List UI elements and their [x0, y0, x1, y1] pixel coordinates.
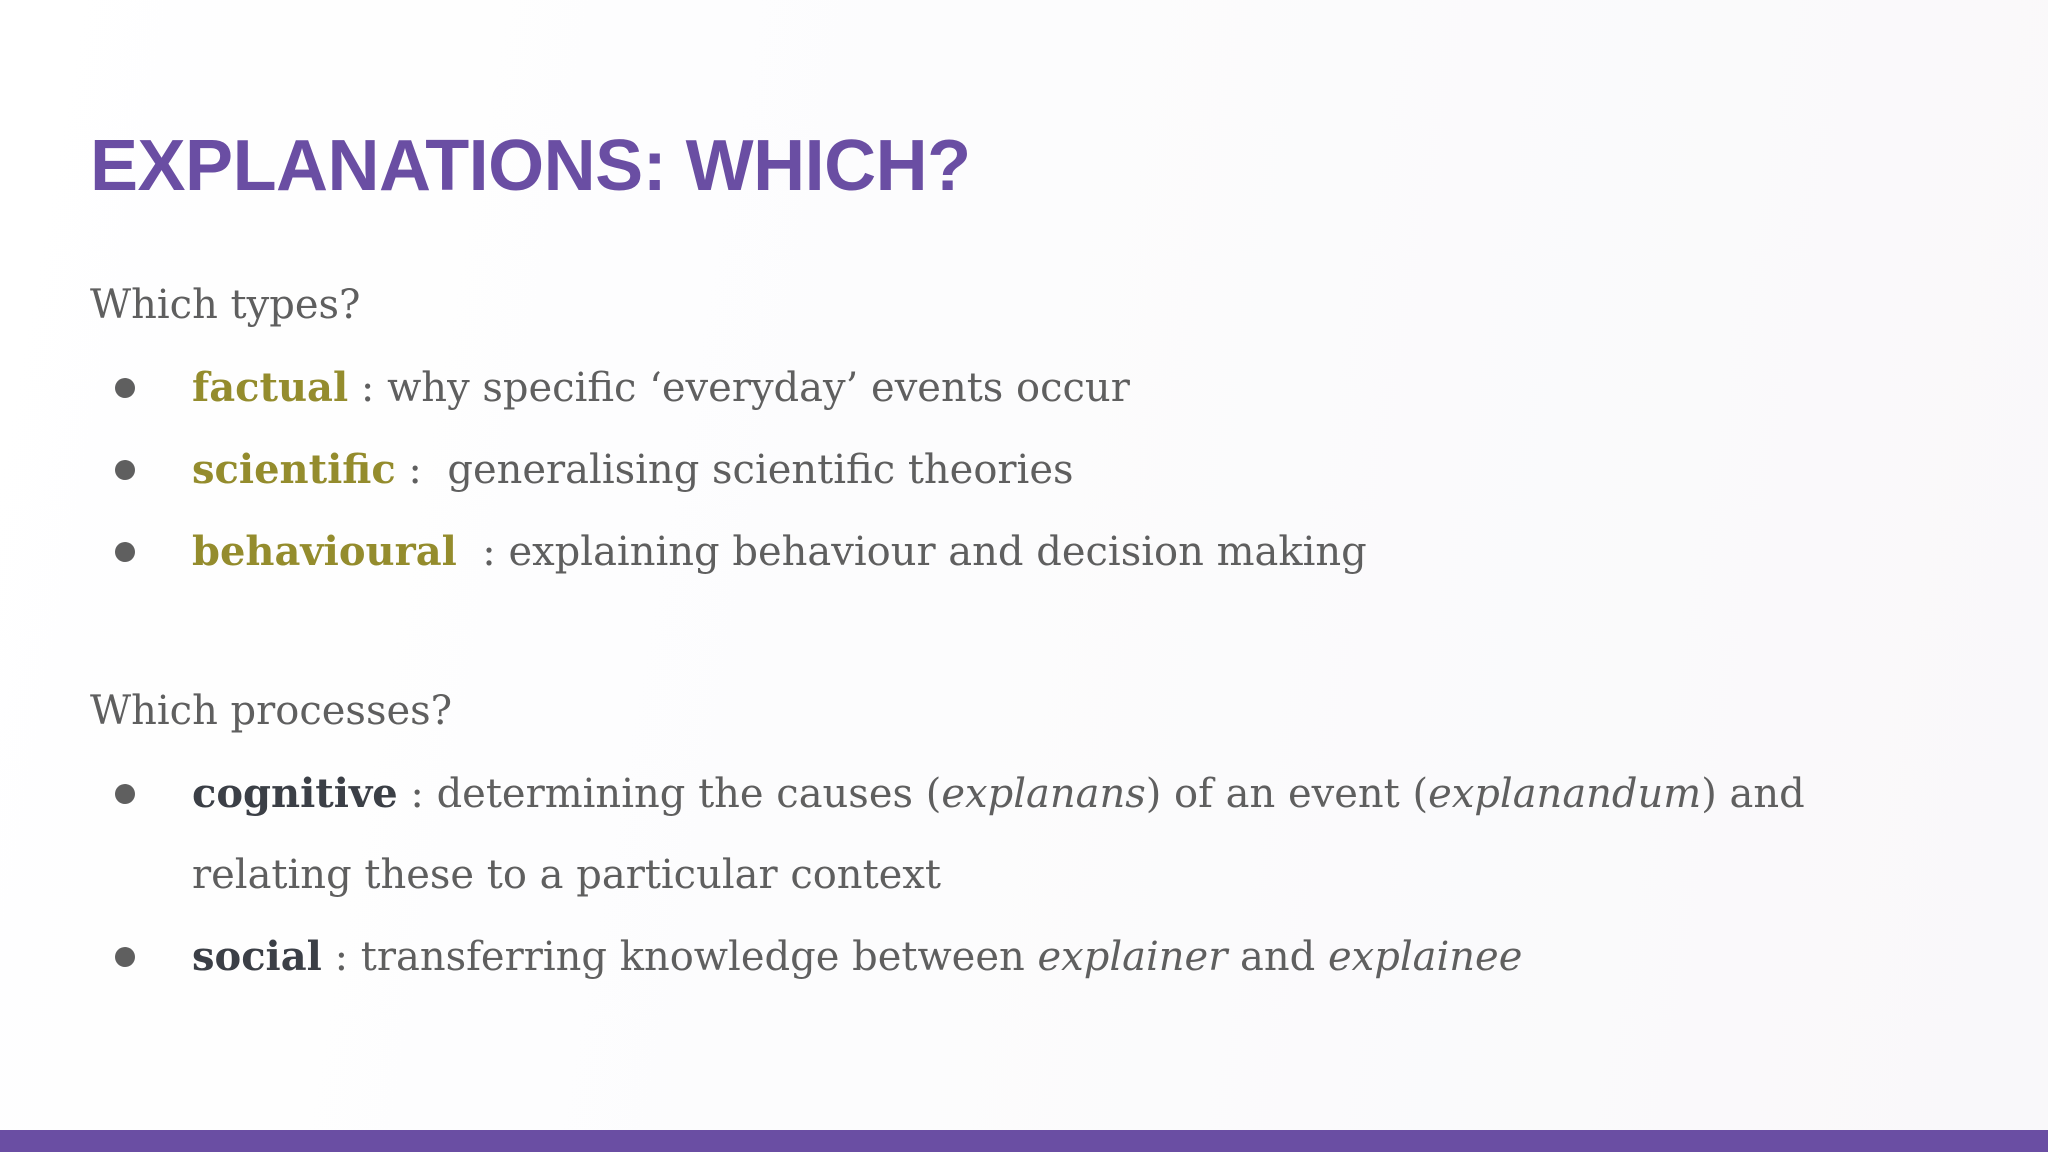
footer-bar	[0, 1130, 2048, 1152]
list-item-behavioural	[0, 511, 1367, 593]
cognitive-text-3: ) and relating these to a particular context	[192, 771, 1805, 898]
processes-list	[0, 753, 1852, 998]
description-factual: why specific ‘everyday’ events occur	[387, 365, 1130, 411]
bullet-icon	[115, 947, 135, 967]
bullet-icon	[115, 784, 135, 804]
list-item-scientific	[0, 429, 1367, 511]
list-item-factual	[0, 347, 1367, 429]
social-em-explainer: explainer	[1037, 934, 1228, 980]
social-text-1: : transferring knowledge between	[321, 934, 1038, 980]
term-social: social	[192, 933, 322, 980]
cognitive-text-2: ) of an event (	[1145, 771, 1429, 817]
term-factual: factual	[192, 364, 349, 411]
term-behavioural: behavioural	[192, 528, 457, 575]
processes-heading: Which processes?	[90, 688, 453, 734]
cognitive-text-1: : determining the causes (	[397, 771, 942, 817]
social-text-2: and	[1227, 934, 1328, 980]
separator: :	[348, 365, 388, 411]
bullet-icon	[115, 460, 135, 480]
description-behavioural: explaining behaviour and decision making	[508, 529, 1367, 575]
list-item-cognitive	[0, 753, 1852, 916]
term-cognitive: cognitive	[192, 770, 398, 817]
separator: :	[395, 447, 448, 493]
list-item-social	[0, 916, 1852, 998]
types-list	[0, 347, 1367, 593]
bullet-icon	[115, 378, 135, 398]
bullet-icon	[115, 542, 135, 562]
cognitive-em-explanans: explanans	[941, 771, 1146, 817]
description-scientific: generalising scientific theories	[447, 447, 1074, 493]
types-heading: Which types?	[90, 282, 361, 328]
slide-title: EXPLANATIONS: WHICH?	[90, 126, 971, 206]
social-em-explainee: explainee	[1327, 934, 1523, 980]
separator: :	[456, 529, 509, 575]
term-scientific: scientific	[192, 446, 396, 493]
cognitive-em-explanandum: explanandum	[1428, 771, 1702, 817]
